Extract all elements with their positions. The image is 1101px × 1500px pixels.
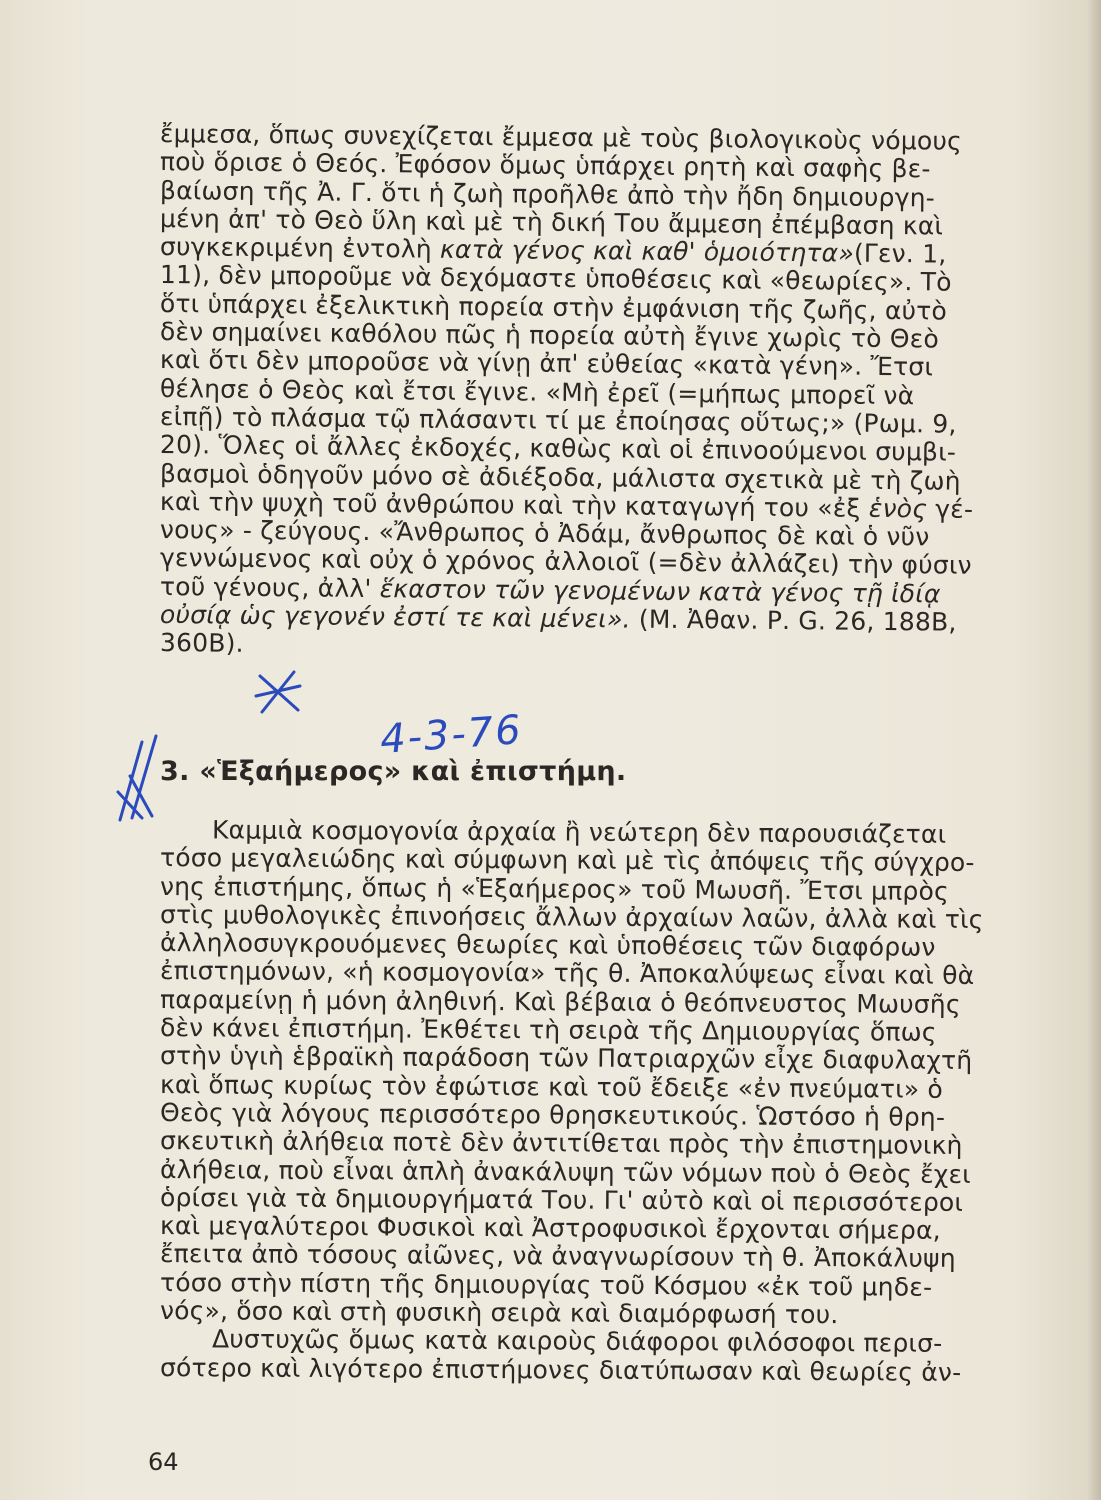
text-line: ὁρίσει γιὰ τὰ δημιουργήματά Του. Γι' αὐτὸ καὶ οἱ περισσότεροι [159,1182,964,1217]
text-line: ἀλήθεια, ποὺ εἶναι ἁπλὴ ἀνακάλυψη τῶν νόμων ποὺ ὁ Θεὸς ἔχει [159,1154,971,1189]
text-line: 360Β). [159,628,244,659]
italic-quote: κατὰ γένος καὶ καθ' ὁμοιότητα» [439,234,855,268]
text-line: βασμοὶ ὁδηγοῦν μόνο σὲ ἀδιέξοδα, μάλιστα σχετικὰ μὲ τὴ ζωὴ [159,458,961,496]
italic-quote: οὐσίᾳ ὡς γεγονέν ἐστί τε καὶ μένει». [159,600,631,634]
text-line: 11), δὲν μποροῦμε νὰ δεχόμαστε ὑποθέσεις καὶ «θεωρίες». Τὸ [159,260,952,298]
paragraph-continuation [160,120,1022,658]
text-line: δὲν κάνει ἐπιστήμη. Ἐκθέτει τὴ σειρὰ τῆς Δημιουργίας ὅπως [159,1013,937,1047]
text-line: τόσο στὴν πίστη τῆς δημιουργίας τοῦ Κόσμου «ἐκ τοῦ μηδε- [159,1267,933,1302]
text-line: καὶ μεγαλύτεροι Φυσικοὶ καὶ Ἀστροφυσικοὶ ἔρχονται σήμερα, [159,1211,941,1245]
text-line: νός», ὅσο καὶ στὴ φυσικὴ σειρὰ καὶ διαμόρφωσή του. [159,1296,839,1330]
handwritten-asterisk-icon [248,668,308,718]
text-line: Καμμιὰ κοσμογονία ἀρχαία ἢ νεώτερη δὲν παρουσιάζεται [211,815,947,849]
text-line: ἀλληλοσυγκρουόμενες θεωρίες καὶ ὑποθέσεις τῶν διαφόρων [159,928,936,962]
text-line: σότερο καὶ λιγότερο ἐπιστήμονες διατύπωσαν καὶ θεωρίες ἀν- [159,1352,962,1387]
handwritten-date: 4-3-76 [378,707,525,763]
text-line: καὶ τὴν ψυχὴ τοῦ ἀνθρώπου καὶ τὴν καταγωγή του «ἐξ ἑνὸς γέ- [159,486,974,524]
text-line: ὅτι ὑπάρχει ἐξελικτικὴ πορεία στὴν ἐμφάνιση τῆς ζωῆς, αὐτὸ [159,288,948,326]
section-title: . «Ἑξαήμερος» καὶ ἐπιστήμη. [179,756,627,787]
italic-quote: ἑνὸς [868,493,928,524]
text-line: Δυστυχῶς ὅμως κατὰ καιροὺς διάφοροι φιλόσοφοι περισ- [211,1324,943,1359]
section-number: 3 [160,756,180,787]
section-body [159,815,1022,1387]
text-line: στὴν ὑγιὴ ἑβραϊκὴ παράδοση τῶν Πατριαρχῶν εἶχε διαφυλαχτῆ [159,1041,973,1076]
text-line: ποὺ ὅρισε ὁ Θεός. Ἐφόσον ὅμως ὑπάρχει ρητὴ καὶ σαφὴς βε- [159,147,931,184]
text-line: σκευτικὴ ἀλήθεια ποτὲ δὲν ἀντιτίθεται πρὸς τὴν ἐπιστημονικὴ [159,1126,963,1161]
text-line: ἐπιστημόνων, «ἡ κοσμογονία» τῆς θ. Ἀποκαλύψεως εἶναι καὶ θὰ [159,956,975,991]
text-line: καὶ ὅπως κυρίως τὸν ἐφώτισε καὶ τοῦ ἔδειξε «ἐν πνεύματι» ὁ [159,1069,944,1104]
text-line: τόσο μεγαλειώδης καὶ σύμφωνη καὶ μὲ τὶς ἀπόψεις τῆς σύγχρο- [159,843,975,878]
text-line: καὶ ὅτι δὲν μποροῦσε νὰ γίνῃ ἀπ' εὐθείας «κατὰ γένη». Ἔτσι [159,345,934,382]
text-line: ἔπειτα ἀπὸ τόσους αἰῶνες, νὰ ἀναγνωρίσουν τὴ θ. Ἀποκάλυψη [159,1239,956,1274]
text-line: οὐσίᾳ ὡς γεγονέν ἐστί τε καὶ μένει». (Μ. Ἀθαν. Ρ. G. 26, 188Β, [159,600,957,637]
text-line: δὲν σημαίνει καθόλου πῶς ἡ πορεία αὐτὴ ἔγινε χωρὶς τὸ Θεὸ [159,317,940,354]
text-line: μένη ἀπ' τὸ Θεὸ ὕλη καὶ μὲ τὴ δική Του ἄμμεση ἐπέμβαση καὶ [159,203,944,241]
text-line: βαίωση τῆς Ἀ. Γ. ὅτι ἡ ζωὴ προῆλθε ἀπὸ τὴν ἤδη δημιουργη- [159,175,936,213]
page-binding-edge [1087,0,1101,1500]
text-line: 20). Ὅλες οἱ ἄλλες ἐκδοχές, καθὼς καὶ οἱ ἐπινοούμενοι συμβι- [159,430,957,467]
italic-quote: ἕκαστον τῶν γενομένων κατὰ γένος τῇ ἰδίᾳ [379,573,941,609]
text-line: ἔμμεσα, ὅπως συνεχίζεται ἔμμεσα μὲ τοὺς βιολογικοὺς νόμους [159,119,963,156]
page-number: 64 [148,1448,179,1476]
text-line: εἰπῇ) τὸ πλάσμα τῷ πλάσαντι τί με ἐποίησας οὕτως;» (Ρωμ. 9, [159,401,957,439]
text-line: παραμείνῃ ἡ μόνη ἀληθινή. Καὶ βέβαια ὁ θεόπνευστος Μωυσῆς [159,984,961,1019]
text-line: τοῦ γένους, ἀλλ' ἕκαστον τῶν γενομένων κατὰ γένος τῇ ἰδίᾳ [159,571,941,609]
section-heading [160,756,626,787]
text-line: Θεὸς γιὰ λόγους περισσότερο θρησκευτικούς. Ὡστόσο ἡ θρη- [159,1097,946,1132]
text-line: στὶς μυθολογικὲς ἐπινοήσεις ἄλλων ἀρχαίων λαῶν, ἀλλὰ καὶ τὶς [159,899,984,934]
text-line: γεννώμενος καὶ οὐχ ὁ χρόνος ἀλλοιοῖ (=δὲν ἀλλάζει) τὴν φύσιν [159,543,972,581]
text-line: νους» - ζεύγους. «Ἄνθρωπος ὁ Ἀδάμ, ἄνθρωπος δὲ καὶ ὁ νῦν [159,515,930,552]
text-line: θέλησε ὁ Θεὸς καὶ ἔτσι ἔγινε. «Μὴ ἐρεῖ (=μήπως μπορεῖ νὰ [159,373,915,410]
text-line: νης ἐπιστήμης, ὅπως ἡ «Ἑξαήμερος» τοῦ Μωυσῆ. Ἔτσι μπρὸς [159,871,949,906]
text-line: συγκεκριμένη ἐντολὴ κατὰ γένος καὶ καθ' ὁμοιότητα»(Γεν. 1, [159,232,947,269]
